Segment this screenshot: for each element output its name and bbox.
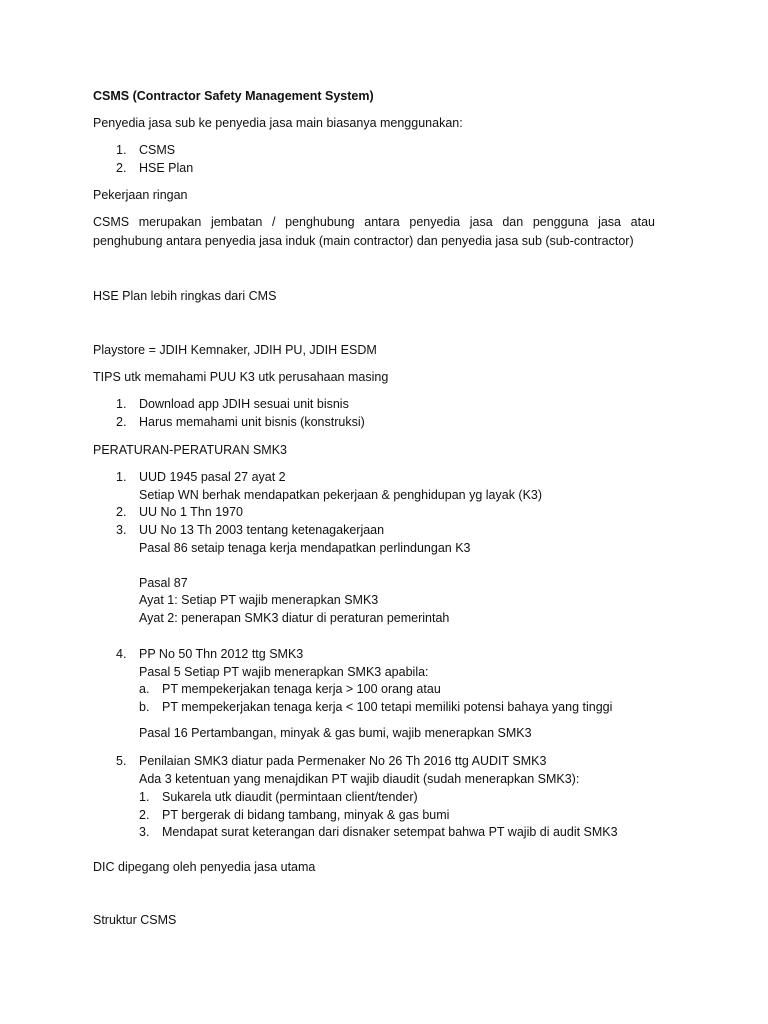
list-marker: 1. [116,470,127,484]
list-item: Sukarela utk diaudit (permintaan client/tender) [162,790,418,804]
list-item-detail: Ada 3 ketentuan yang menajdikan PT wajib diaudit (sudah menerapkan SMK3): [139,772,580,786]
list-marker: 1. [116,143,127,157]
section-heading: PERATURAN-PERATURAN SMK3 [93,443,288,457]
list-item: UU No 13 Th 2003 tentang ketenagakerjaan [139,523,385,537]
list-item: CSMS [139,143,176,157]
list-item-detail: Pasal 16 Pertambangan, minyak & gas bumi, wajib menerapkan SMK3 [139,726,532,740]
list-item: PT mempekerjakan tenaga kerja < 100 tetapi memiliki potensi bahaya yang tinggi [162,700,613,714]
intro-text: Penyedia jasa sub ke penyedia jasa main biasanya menggunakan: [93,116,463,130]
list-item-detail: Pasal 86 setaip tenaga kerja mendapatkan perlindungan K3 [139,541,471,555]
section-heading: Struktur CSMS [93,913,177,927]
list-marker: 5. [116,754,127,768]
paragraph: DIC dipegang oleh penyedia jasa utama [93,860,316,874]
list-marker: b. [139,700,150,714]
list-item: PT mempekerjakan tenaga kerja > 100 orang atau [162,682,441,696]
list-marker: 2. [116,415,127,429]
paragraph-line: penghubung antara penyedia jasa induk (main contractor) dan penyedia jasa sub (sub-contractor) [93,234,634,248]
list-item: PT bergerak di bidang tambang, minyak & gas bumi [162,808,450,822]
list-item: UU No 1 Thn 1970 [139,505,243,519]
list-item-detail: Setiap WN berhak mendapatkan pekerjaan & penghidupan yg layak (K3) [139,488,543,502]
paragraph-line: CSMS merupakan jembatan / penghubung antara penyedia jasa dan pengguna jasa atau [93,215,655,229]
paragraph: TIPS utk memahami PUU K3 utk perusahaan masing [93,370,389,384]
list-marker: 2. [116,161,127,175]
list-marker: 4. [116,647,127,661]
list-item: Mendapat surat keterangan dari disnaker setempat bahwa PT wajib di audit SMK3 [162,825,618,839]
paragraph: Pekerjaan ringan [93,188,188,202]
list-marker: 2. [116,505,127,519]
list-item-detail: Ayat 1: Setiap PT wajib menerapkan SMK3 [139,593,379,607]
list-item: HSE Plan [139,161,194,175]
list-item-detail: Pasal 5 Setiap PT wajib menerapkan SMK3 apabila: [139,665,429,679]
paragraph: Playstore = JDIH Kemnaker, JDIH PU, JDIH ESDM [93,343,377,357]
list-marker: 3. [116,523,127,537]
list-marker: 1. [116,397,127,411]
list-item: Download app JDIH sesuai unit bisnis [139,397,349,411]
paragraph: HSE Plan lebih ringkas dari CMS [93,289,277,303]
list-item-detail: Ayat 2: penerapan SMK3 diatur di peraturan pemerintah [139,611,450,625]
list-item: Harus memahami unit bisnis (konstruksi) [139,415,365,429]
list-marker: 3. [139,825,150,839]
list-marker: 1. [139,790,150,804]
list-item: PP No 50 Thn 2012 ttg SMK3 [139,647,304,661]
list-item-detail: Pasal 87 [139,576,188,590]
list-item: Penilaian SMK3 diatur pada Permenaker No 26 Th 2016 ttg AUDIT SMK3 [139,754,547,768]
list-marker: 2. [139,808,150,822]
list-marker: a. [139,682,150,696]
list-item: UUD 1945 pasal 27 ayat 2 [139,470,286,484]
doc-title: CSMS (Contractor Safety Management System) [93,89,374,103]
